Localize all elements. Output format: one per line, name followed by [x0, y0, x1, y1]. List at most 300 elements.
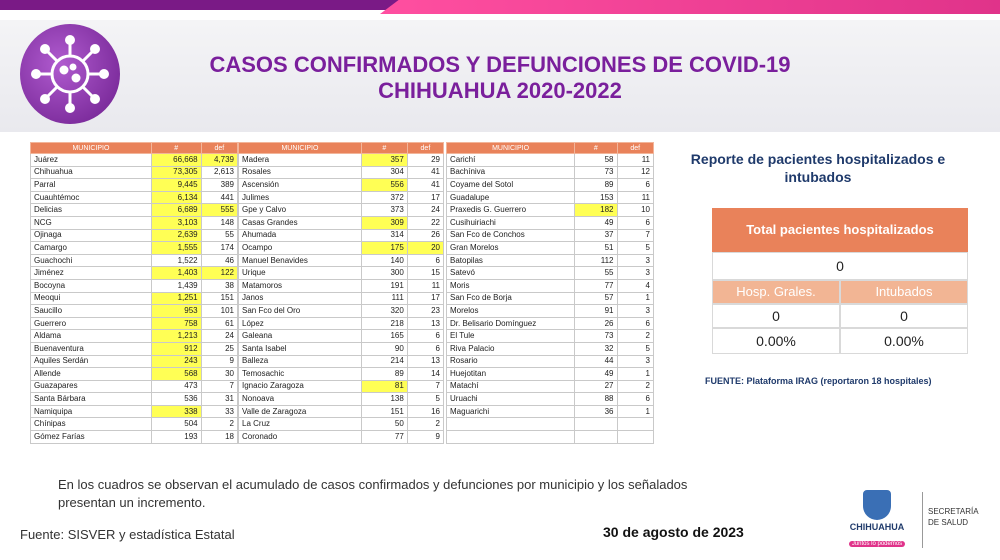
municipio-cell: Gómez Farías — [31, 431, 152, 444]
casos-cell: 1,403 — [151, 267, 201, 280]
def-cell: 4,739 — [201, 154, 237, 167]
casos-cell: 953 — [151, 305, 201, 318]
table-row — [239, 380, 444, 393]
table-row — [447, 292, 654, 305]
def-cell: 41 — [407, 166, 443, 179]
def-cell: 6 — [617, 216, 654, 229]
def-cell: 151 — [201, 292, 237, 305]
municipio-cell: Carichí — [447, 154, 575, 167]
municipio-cell: Allende — [31, 368, 152, 381]
casos-cell: 66,668 — [151, 154, 201, 167]
casos-cell: 193 — [151, 431, 201, 444]
casos-cell: 73 — [575, 330, 617, 343]
def-cell: 5 — [617, 342, 654, 355]
municipio-cell: Moris — [447, 279, 575, 292]
def-cell: 14 — [407, 368, 443, 381]
municipio-cell: Uruachi — [447, 393, 575, 406]
def-cell: 15 — [407, 267, 443, 280]
casos-cell: 73 — [575, 166, 617, 179]
hospital-summary-box — [712, 208, 968, 354]
table-row — [31, 405, 238, 418]
municipio-cell: Manuel Benavides — [239, 254, 362, 267]
casos-cell: 373 — [361, 204, 407, 217]
municipio-cell: Guerrero — [31, 317, 152, 330]
secretaria-de-salud — [928, 506, 979, 528]
casos-cell: 9,445 — [151, 179, 201, 192]
hospital-subheader-row — [712, 280, 968, 304]
municipio-cell: Morelos — [447, 305, 575, 318]
casos-cell: 89 — [361, 368, 407, 381]
hospital-percent-row — [712, 328, 968, 354]
municipio-cell: Madera — [239, 154, 362, 167]
casos-cell: 112 — [575, 254, 617, 267]
def-cell: 23 — [407, 305, 443, 318]
table-row — [447, 393, 654, 406]
municipio-cell: Batopilas — [447, 254, 575, 267]
casos-cell: 50 — [361, 418, 407, 431]
table-row — [447, 355, 654, 368]
municipio-cell: Ocampo — [239, 242, 362, 255]
col-header-def: def — [407, 143, 443, 154]
municipio-cell: Namiquipa — [31, 405, 152, 418]
table-row — [31, 317, 238, 330]
casos-cell: 165 — [361, 330, 407, 343]
secretaria-line-2: DE SALUD — [928, 518, 969, 527]
logo-divider — [922, 492, 923, 548]
table-row — [447, 317, 654, 330]
table-row — [239, 342, 444, 355]
table-row — [447, 267, 654, 280]
def-cell: 9 — [201, 355, 237, 368]
casos-cell: 90 — [361, 342, 407, 355]
def-cell: 3 — [617, 305, 654, 318]
casos-cell: 36 — [575, 405, 617, 418]
municipio-cell: Huejotitan — [447, 368, 575, 381]
def-cell: 20 — [407, 242, 443, 255]
col-header-municipio: MUNICIPIO — [447, 143, 575, 154]
table-row — [447, 179, 654, 192]
def-cell: 41 — [407, 179, 443, 192]
casos-cell: 89 — [575, 179, 617, 192]
page-title — [140, 52, 860, 104]
def-cell: 1 — [617, 292, 654, 305]
municipio-cell: Chihuahua — [31, 166, 152, 179]
def-cell: 6 — [617, 317, 654, 330]
def-cell: 25 — [201, 342, 237, 355]
casos-cell: 175 — [361, 242, 407, 255]
def-cell: 18 — [201, 431, 237, 444]
casos-cell: 26 — [575, 317, 617, 330]
def-cell: 1 — [617, 368, 654, 381]
col-header-def: def — [201, 143, 237, 154]
intubados-label: Intubados — [840, 280, 968, 304]
table-row — [31, 166, 238, 179]
municipality-table-1 — [30, 142, 238, 444]
table-row — [447, 418, 654, 431]
table-row — [239, 355, 444, 368]
municipio-cell: Guachochi — [31, 254, 152, 267]
def-cell: 46 — [201, 254, 237, 267]
table-row — [31, 305, 238, 318]
municipio-cell: Aldama — [31, 330, 152, 343]
table-row — [447, 368, 654, 381]
casos-cell: 568 — [151, 368, 201, 381]
def-cell: 3 — [617, 267, 654, 280]
municipio-cell: Coronado — [239, 431, 362, 444]
casos-cell: 304 — [361, 166, 407, 179]
def-cell: 10 — [617, 204, 654, 217]
municipio-cell: Ahumada — [239, 229, 362, 242]
chihuahua-logo — [838, 490, 916, 550]
municipio-cell: La Cruz — [239, 418, 362, 431]
col-header-municipio: MUNICIPIO — [239, 143, 362, 154]
def-cell: 12 — [617, 166, 654, 179]
casos-cell: 1,555 — [151, 242, 201, 255]
casos-cell: 1,522 — [151, 254, 201, 267]
casos-cell: 37 — [575, 229, 617, 242]
shield-icon — [863, 490, 891, 520]
casos-cell — [575, 418, 617, 431]
municipio-cell: Delicias — [31, 204, 152, 217]
col-header-casos: # — [151, 143, 201, 154]
table-row — [239, 305, 444, 318]
def-cell: 16 — [407, 405, 443, 418]
municipio-cell: Meoqui — [31, 292, 152, 305]
table-row — [31, 330, 238, 343]
table-row — [31, 368, 238, 381]
def-cell: 9 — [407, 431, 443, 444]
table-row — [447, 154, 654, 167]
table-row — [447, 431, 654, 444]
table-row — [447, 254, 654, 267]
def-cell: 6 — [617, 393, 654, 406]
def-cell: 38 — [201, 279, 237, 292]
col-header-casos: # — [361, 143, 407, 154]
municipality-table-3 — [446, 142, 654, 444]
municipio-cell: Rosario — [447, 355, 575, 368]
table-row — [31, 154, 238, 167]
table-row — [447, 242, 654, 255]
def-cell: 555 — [201, 204, 237, 217]
casos-cell: 182 — [575, 204, 617, 217]
table-row — [31, 393, 238, 406]
def-cell: 2 — [407, 418, 443, 431]
footnote: En los cuadros se observan el acumulado de casos confirmados y defunciones por municipio y los señalados presentan un incremento. — [58, 477, 688, 510]
municipio-cell: Rosales — [239, 166, 362, 179]
def-cell: 13 — [407, 317, 443, 330]
col-header-def: def — [617, 143, 654, 154]
casos-cell: 140 — [361, 254, 407, 267]
casos-cell: 3,103 — [151, 216, 201, 229]
table-row — [31, 418, 238, 431]
def-cell: 11 — [617, 191, 654, 204]
def-cell: 29 — [407, 154, 443, 167]
municipio-cell: Gran Morelos — [447, 242, 575, 255]
casos-cell: 6,134 — [151, 191, 201, 204]
table-row — [447, 204, 654, 217]
table-row — [239, 242, 444, 255]
casos-cell: 81 — [361, 380, 407, 393]
municipio-cell: Dr. Belisario Domínguez — [447, 317, 575, 330]
table-row — [239, 154, 444, 167]
casos-cell: 556 — [361, 179, 407, 192]
def-cell: 24 — [407, 204, 443, 217]
table-row — [31, 279, 238, 292]
table-row — [239, 368, 444, 381]
casos-cell: 504 — [151, 418, 201, 431]
casos-cell: 49 — [575, 368, 617, 381]
top-bar-pink — [380, 0, 1000, 14]
table-row — [239, 229, 444, 242]
def-cell: 7 — [617, 229, 654, 242]
table-row — [239, 418, 444, 431]
casos-cell: 218 — [361, 317, 407, 330]
hosp-grales-percent: 0.00% — [712, 328, 840, 354]
hospital-source: FUENTE: Plataforma IRAG (reportaron 18 hospitales) — [705, 376, 932, 386]
casos-cell: 309 — [361, 216, 407, 229]
municipio-cell: Parral — [31, 179, 152, 192]
casos-cell: 51 — [575, 242, 617, 255]
casos-cell: 6,689 — [151, 204, 201, 217]
def-cell: 31 — [201, 393, 237, 406]
table-row — [447, 191, 654, 204]
hospital-value-row — [712, 304, 968, 328]
table-row — [447, 330, 654, 343]
municipio-cell: Cusihuiriachi — [447, 216, 575, 229]
table-row — [239, 292, 444, 305]
municipio-cell: Valle de Zaragoza — [239, 405, 362, 418]
casos-cell: 153 — [575, 191, 617, 204]
casos-cell: 191 — [361, 279, 407, 292]
casos-cell: 1,213 — [151, 330, 201, 343]
casos-cell: 88 — [575, 393, 617, 406]
municipio-cell: Janos — [239, 292, 362, 305]
table-row — [239, 393, 444, 406]
def-cell: 6 — [407, 254, 443, 267]
hosp-grales-value: 0 — [712, 304, 840, 328]
data-source: Fuente: SISVER y estadística Estatal — [20, 527, 235, 542]
table-row — [31, 267, 238, 280]
table-row — [239, 166, 444, 179]
casos-cell: 73,305 — [151, 166, 201, 179]
municipio-cell: Santa Isabel — [239, 342, 362, 355]
table-row — [447, 166, 654, 179]
municipio-cell: Saucillo — [31, 305, 152, 318]
municipio-cell: Coyame del Sotol — [447, 179, 575, 192]
table-row — [447, 405, 654, 418]
table-row — [31, 242, 238, 255]
municipio-cell: Aquiles Serdán — [31, 355, 152, 368]
col-header-casos: # — [575, 143, 617, 154]
def-cell: 6 — [617, 179, 654, 192]
def-cell: 3 — [617, 355, 654, 368]
municipio-cell: Nonoava — [239, 393, 362, 406]
def-cell: 1 — [617, 405, 654, 418]
def-cell: 61 — [201, 317, 237, 330]
casos-cell: 912 — [151, 342, 201, 355]
def-cell: 26 — [407, 229, 443, 242]
municipio-cell: San Fco del Oro — [239, 305, 362, 318]
def-cell: 7 — [407, 380, 443, 393]
table-row — [239, 204, 444, 217]
municipio-cell: Jiménez — [31, 267, 152, 280]
title-line-1: CASOS CONFIRMADOS Y DEFUNCIONES DE COVID-19 — [209, 52, 791, 77]
def-cell: 55 — [201, 229, 237, 242]
casos-cell: 338 — [151, 405, 201, 418]
def-cell: 6 — [407, 330, 443, 343]
table-row — [239, 254, 444, 267]
casos-cell: 1,439 — [151, 279, 201, 292]
table-row — [447, 305, 654, 318]
municipio-cell: Maguarichi — [447, 405, 575, 418]
def-cell: 5 — [407, 393, 443, 406]
casos-cell: 1,251 — [151, 292, 201, 305]
def-cell: 17 — [407, 191, 443, 204]
municipio-cell: Buenaventura — [31, 342, 152, 355]
municipio-cell: Temosachic — [239, 368, 362, 381]
casos-cell: 473 — [151, 380, 201, 393]
casos-cell: 57 — [575, 292, 617, 305]
table-row — [239, 405, 444, 418]
secretaria-line-1: SECRETARÍA — [928, 507, 979, 516]
total-hospitalized-value: 0 — [712, 252, 968, 280]
municipio-cell: Camargo — [31, 242, 152, 255]
hosp-grales-label: Hosp. Grales. — [712, 280, 840, 304]
virus-icon — [20, 24, 120, 124]
table-row — [239, 330, 444, 343]
casos-cell: 758 — [151, 317, 201, 330]
municipio-cell: Julimes — [239, 191, 362, 204]
municipio-cell: Guadalupe — [447, 191, 575, 204]
def-cell: 22 — [407, 216, 443, 229]
table-row — [447, 216, 654, 229]
table-row — [31, 342, 238, 355]
municipio-cell: Bachíniva — [447, 166, 575, 179]
def-cell: 13 — [407, 355, 443, 368]
title-line-2: CHIHUAHUA 2020-2022 — [378, 78, 622, 103]
municipio-cell: San Fco de Conchos — [447, 229, 575, 242]
municipio-cell: Cuauhtémoc — [31, 191, 152, 204]
table-row — [239, 431, 444, 444]
casos-cell: 214 — [361, 355, 407, 368]
table-row — [447, 342, 654, 355]
table-row — [239, 191, 444, 204]
municipio-cell — [447, 431, 575, 444]
def-cell: 174 — [201, 242, 237, 255]
total-hospitalized-label: Total pacientes hospitalizados — [712, 208, 968, 252]
casos-cell: 300 — [361, 267, 407, 280]
table-row — [447, 380, 654, 393]
municipality-table-2 — [238, 142, 444, 444]
casos-cell: 44 — [575, 355, 617, 368]
municipio-cell: Satevó — [447, 267, 575, 280]
casos-cell: 55 — [575, 267, 617, 280]
intubados-value: 0 — [840, 304, 968, 328]
table-row — [239, 317, 444, 330]
def-cell — [617, 431, 654, 444]
casos-cell: 49 — [575, 216, 617, 229]
municipio-cell: Gpe y Calvo — [239, 204, 362, 217]
def-cell: 33 — [201, 405, 237, 418]
table-row — [31, 292, 238, 305]
municipio-cell: Casas Grandes — [239, 216, 362, 229]
def-cell: 441 — [201, 191, 237, 204]
col-header-municipio: MUNICIPIO — [31, 143, 152, 154]
municipio-cell: San Fco de Borja — [447, 292, 575, 305]
def-cell: 4 — [617, 279, 654, 292]
municipio-cell: Balleza — [239, 355, 362, 368]
municipio-cell: Guazapares — [31, 380, 152, 393]
table-row — [31, 229, 238, 242]
def-cell: 24 — [201, 330, 237, 343]
def-cell: 30 — [201, 368, 237, 381]
def-cell: 148 — [201, 216, 237, 229]
table-row — [239, 279, 444, 292]
casos-cell: 2,639 — [151, 229, 201, 242]
logo-tagline: Juntos lo podemos — [849, 541, 905, 547]
municipio-cell: Praxedis G. Guerrero — [447, 204, 575, 217]
casos-cell: 372 — [361, 191, 407, 204]
def-cell: 11 — [407, 279, 443, 292]
casos-cell — [575, 431, 617, 444]
table-row — [31, 179, 238, 192]
def-cell: 122 — [201, 267, 237, 280]
municipio-cell: Chínipas — [31, 418, 152, 431]
def-cell: 101 — [201, 305, 237, 318]
casos-cell: 138 — [361, 393, 407, 406]
hospital-report-title: Reporte de pacientes hospitalizados e intubados — [690, 151, 946, 185]
casos-cell: 243 — [151, 355, 201, 368]
municipio-cell: Matachí — [447, 380, 575, 393]
casos-cell: 77 — [575, 279, 617, 292]
municipio-cell: Santa Bárbara — [31, 393, 152, 406]
municipio-cell: Ojinaga — [31, 229, 152, 242]
def-cell: 17 — [407, 292, 443, 305]
casos-cell: 77 — [361, 431, 407, 444]
def-cell: 2,613 — [201, 166, 237, 179]
def-cell: 2 — [617, 380, 654, 393]
municipio-cell: Ignacio Zaragoza — [239, 380, 362, 393]
def-cell: 11 — [617, 154, 654, 167]
intubados-percent: 0.00% — [840, 328, 968, 354]
table-row — [31, 216, 238, 229]
municipio-cell: Matamoros — [239, 279, 362, 292]
def-cell: 3 — [617, 254, 654, 267]
table-row — [31, 204, 238, 217]
municipio-cell: Riva Palacio — [447, 342, 575, 355]
municipio-cell: El Tule — [447, 330, 575, 343]
casos-cell: 320 — [361, 305, 407, 318]
casos-cell: 536 — [151, 393, 201, 406]
table-row — [447, 229, 654, 242]
municipio-cell: López — [239, 317, 362, 330]
municipio-cell: Bocoyna — [31, 279, 152, 292]
def-cell: 2 — [201, 418, 237, 431]
casos-cell: 314 — [361, 229, 407, 242]
table-row — [31, 431, 238, 444]
municipio-cell: Ascensión — [239, 179, 362, 192]
casos-cell: 357 — [361, 154, 407, 167]
table-row — [239, 267, 444, 280]
def-cell: 389 — [201, 179, 237, 192]
table-row — [447, 279, 654, 292]
municipio-cell: Galeana — [239, 330, 362, 343]
municipio-cell — [447, 418, 575, 431]
municipio-cell: NCG — [31, 216, 152, 229]
casos-cell: 27 — [575, 380, 617, 393]
table-row — [31, 191, 238, 204]
def-cell: 6 — [407, 342, 443, 355]
